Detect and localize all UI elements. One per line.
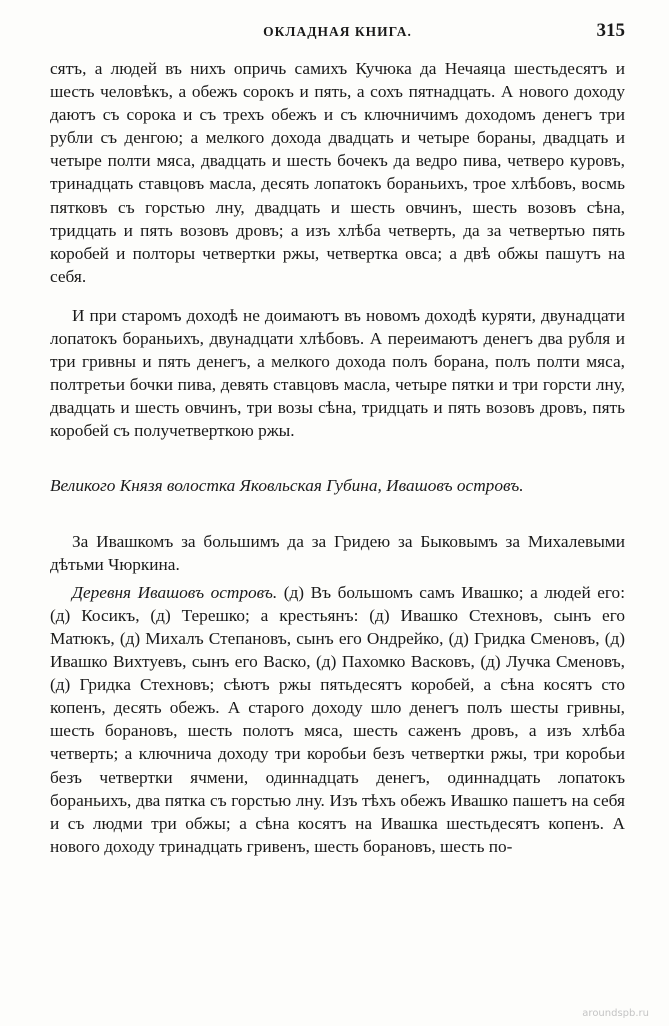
watermark: aroundspb.ru (582, 1008, 649, 1019)
paragraph-4-text: (д) Въ большомъ самъ Ивашко; а людей его: (д) Косикъ, (д) Терешко; а крестьянъ: (д) Ивашко Стехновъ, сынъ его Матюкъ, (д) Михалъ Степановъ, сынъ его Ондрейко, (д) Гридка Сменовъ, (д) Ивашко Вихтуевъ, сынъ его Васко, (д) Пахомко Васковъ, (д) Лучка Сменовъ, (д) Гридка Стехновъ; сѣютъ ржы пятьдесятъ коробей, а сѣна косятъ сто копенъ, десять обежъ. А старого доходу шло денегъ полъ шесты гривны, шесть борановъ, шесть полотъ мяса, шесть саженъ дровъ, а изъ хлѣба четверть; а ключнича доходу три коробьи безъ четвертки ржы, три коробьи безъ четвертки ячмени, одиннадцать денегъ, одиннадцать лопатокъ бораньихъ, два пятка съ горстью лну. Изъ тѣхъ обежъ Ивашко пашетъ на себя и съ людми три обжы; а сѣна косятъ на Ивашка шестьдесятъ копенъ. А нового доходу тринадцать гривенъ, шесть борановъ, шесть по- (50, 582, 625, 856)
page-header (50, 18, 625, 42)
section-heading: Великого Князя волостка Яковльская Губина, Ивашовъ островъ. (50, 475, 524, 495)
running-head: ОКЛАДНАЯ КНИГА. (263, 24, 412, 39)
paragraph-4 (50, 581, 625, 858)
paragraph-1: сятъ, а людей въ нихъ опричь самихъ Кучюка да Нечаяца шестьдесятъ и шесть человѣкъ, а обежъ сорокъ и пять, а сохъ пятнадцать. А нового доходу даютъ съ сорока и съ трехъ обежъ и съ ключничимъ доходомъ денегъ три рубли съ денгою; а мелкого дохода двадцать и четыре бораны, двадцать и четыре полти мяса, двадцать и шесть бочекъ да ведро пива, четверо куровъ, тринадцать ставцовъ масла, десять лопатокъ бораньихъ, трое хлѣбовъ, восмь пятковъ съ горстью лну, двадцать и шесть овчинъ, шесть возовъ сѣна, тридцать и пять возовъ дровъ; а изъ хлѣба четверть, да за четвертью пять коробей и полторы четвертки ржы, четвертка овса; а двѣ обжы пашутъ на себя. (50, 59, 625, 286)
body-text (50, 57, 625, 858)
village-name: Деревня Ивашовъ островъ. (72, 582, 278, 602)
paragraph-2: И при старомъ доходѣ не доимаютъ въ новомъ доходѣ куряти, двунадцати лопатокъ бораньихъ, двунадцати хлѣбовъ. А переимаютъ денегъ два рубля и три гривны и пять денегъ, а мелкого дохода полъ борана, полъ полти мяса, полтретьи бочки пива, девять ставцовъ масла, четыре пятки и три горсти лну, двадцать и шесть овчинъ, три возы сѣна, тридцать и пять возовъ дровъ, пять коробей съ получетверткою ржы. (50, 305, 625, 441)
page-number: 315 (596, 20, 625, 41)
paragraph-3: За Ивашкомъ за большимъ да за Гридею за Быковымъ за Михалевыми дѣтьми Чюркина. (50, 531, 625, 574)
